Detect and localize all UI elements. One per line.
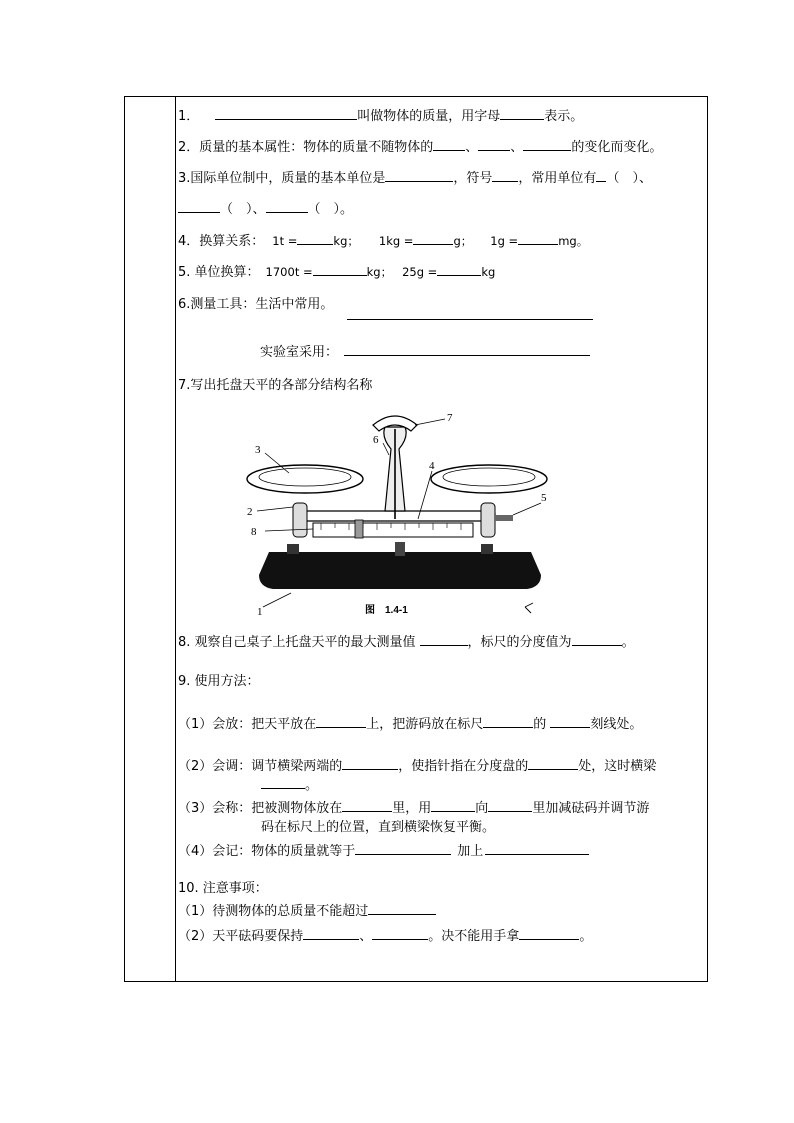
q10-step-1 xyxy=(178,902,436,920)
q3-paren-2: （ ）、 xyxy=(220,202,266,217)
q9-step-3-cont xyxy=(261,820,495,836)
q4-eq-c: 1g = xyxy=(490,234,519,248)
q3-text-1: 3.国际单位制中，质量的基本单位是 xyxy=(178,171,386,186)
q4-unit-b: g； xyxy=(453,234,473,248)
figure-label-3: 3 xyxy=(255,444,261,456)
blank-q9-s3-c[interactable] xyxy=(488,799,532,812)
figure-label-4: 4 xyxy=(429,460,435,472)
figure-caption: 图 1.4-1 xyxy=(365,605,408,616)
blank-q8-max[interactable] xyxy=(420,633,468,646)
blank-q8-division[interactable] xyxy=(572,633,622,646)
q2-text-2: 的变化而变化。 xyxy=(571,140,663,155)
q9-s3-b: 里，用 xyxy=(392,801,432,816)
blank-q9-s3-b[interactable] xyxy=(431,799,475,812)
q4-eq-b: 1kg = xyxy=(378,234,414,248)
balance-base xyxy=(259,552,541,589)
figure-label-2: 2 xyxy=(247,506,253,518)
question-3 xyxy=(178,169,652,187)
q3-paren-3: （ ）。 xyxy=(307,202,354,217)
right-pan xyxy=(431,465,547,493)
worksheet-table xyxy=(124,96,708,982)
q10-s2-b: 、 xyxy=(359,929,373,944)
q9-s1-b: 上，把游码放在标尺 xyxy=(366,717,484,732)
q9-s3-d: 里加减砝码并调节游 xyxy=(532,801,650,816)
question-5 xyxy=(178,263,495,281)
q3-text-3: ，常用单位有 xyxy=(518,171,597,186)
figure-label-1: 1 xyxy=(257,606,263,618)
left-column xyxy=(125,97,176,981)
right-foot xyxy=(481,544,493,554)
q8-text-3: 。 xyxy=(621,635,635,650)
worksheet-content xyxy=(177,97,707,981)
blank-q10-s1[interactable] xyxy=(368,902,436,915)
q4-text-1: 4．换算关系： xyxy=(178,234,265,249)
question-7 xyxy=(178,378,372,394)
q5-unit-b: kg xyxy=(481,265,496,279)
q9-s2-d: 。 xyxy=(305,778,319,793)
q6-text-2: 实验室采用： xyxy=(260,345,339,360)
right-pan-support xyxy=(481,503,495,537)
blank-q10-s2-c[interactable] xyxy=(519,927,579,940)
q5-eq-a: 1700t = xyxy=(265,265,313,279)
blank-q9-s1-c[interactable] xyxy=(550,715,590,728)
figure-label-8: 8 xyxy=(251,526,257,538)
question-3-cont xyxy=(178,200,353,218)
q9-text-1: 9. 使用方法： xyxy=(178,674,260,689)
q5-unit-a: kg； xyxy=(366,265,393,279)
q2-sep-2: 、 xyxy=(510,140,524,155)
blank-q5-b[interactable] xyxy=(437,263,481,276)
balance-illustration xyxy=(235,407,585,629)
blank-q10-s2-a[interactable] xyxy=(303,927,359,940)
blank-q9-s1-a[interactable] xyxy=(316,715,366,728)
blank-q1-a[interactable] xyxy=(215,107,357,120)
q8-text-2: ，标尺的分度值为 xyxy=(467,635,572,650)
blank-q9-s4-b[interactable] xyxy=(485,842,589,855)
q10-text-1: 10. 注意事项： xyxy=(178,881,268,896)
question-2 xyxy=(178,138,662,156)
blank-q6-life[interactable] xyxy=(347,307,593,320)
q4-unit-c: mg。 xyxy=(558,234,589,248)
rider xyxy=(355,520,363,538)
blank-q6-lab[interactable] xyxy=(344,343,590,356)
q10-s2-a: （2）天平砝码要保持 xyxy=(178,929,304,944)
q5-eq-b: 25g = xyxy=(402,265,438,279)
figure-label-6: 6 xyxy=(373,434,379,446)
q4-unit-a: kg； xyxy=(333,234,359,248)
q9-step-2-cont xyxy=(261,776,318,794)
blank-q3-common-1[interactable] xyxy=(596,169,606,182)
q2-sep-1: 、 xyxy=(465,140,479,155)
blank-q2-c[interactable] xyxy=(523,138,571,151)
blank-q9-s3-a[interactable] xyxy=(342,799,392,812)
blank-q9-s2-c[interactable] xyxy=(261,776,305,789)
blank-q9-s2-a[interactable] xyxy=(342,757,398,770)
blank-q9-s4-a[interactable] xyxy=(355,842,451,855)
figure-label-7: 7 xyxy=(447,412,453,424)
blank-q4-b[interactable] xyxy=(413,232,453,245)
blank-q3-common-2[interactable] xyxy=(178,200,220,213)
q9-s1-d: 刻线处。 xyxy=(590,717,643,732)
rider-scale xyxy=(313,523,473,537)
blank-q9-s2-b[interactable] xyxy=(528,757,578,770)
question-6 xyxy=(178,297,333,313)
question-1 xyxy=(178,107,583,125)
blank-q5-a[interactable] xyxy=(313,263,367,276)
question-4 xyxy=(178,232,588,250)
q9-step-1 xyxy=(178,715,642,733)
blank-q4-a[interactable] xyxy=(297,232,333,245)
q9-s3-c: 向 xyxy=(475,801,489,816)
q10-s2-d: 。 xyxy=(579,929,593,944)
left-foot xyxy=(287,544,299,554)
q5-text-1: 5. 单位换算： xyxy=(178,265,260,280)
question-8 xyxy=(178,633,635,651)
q6-text-1: 6.测量工具：生活中常用。 xyxy=(178,297,334,312)
q9-s3-e: 码在标尺上的位置，直到横梁恢复平衡。 xyxy=(261,820,496,835)
blank-q9-s1-b[interactable] xyxy=(483,715,533,728)
balance-figure xyxy=(235,407,585,629)
q9-s4-a: （4）会记：物体的质量就等于 xyxy=(178,844,356,859)
q1-text-2: 表示。 xyxy=(544,109,584,124)
q8-text-1: 8. 观察自己桌子上托盘天平的最大测量值 xyxy=(178,635,416,650)
blank-q2-a[interactable] xyxy=(433,138,465,151)
blank-q1-b[interactable] xyxy=(500,107,544,120)
q3-text-2: ，符号 xyxy=(453,171,493,186)
figure-label-5: 5 xyxy=(541,492,547,504)
question-6-lab xyxy=(260,343,590,361)
q9-s1-a: （1）会放：把天平放在 xyxy=(178,717,317,732)
q9-s2-a: （2）会调：调节横梁两端的 xyxy=(178,759,343,774)
q1-number: 1． xyxy=(178,109,200,124)
q2-text-1: 2．质量的基本属性：物体的质量不随物体的 xyxy=(178,140,434,155)
q7-text-1: 7.写出托盘天平的各部分结构名称 xyxy=(178,378,373,393)
q9-s4-b: 加上 xyxy=(457,844,484,859)
cursor-mark xyxy=(525,603,533,613)
q9-s1-c: 的 xyxy=(533,717,547,732)
q9-step-4 xyxy=(178,842,589,860)
q9-s3-a: （3）会称：把被测物体放在 xyxy=(178,801,343,816)
q1-text-1: 叫做物体的质量，用字母 xyxy=(357,109,501,124)
q9-step-3 xyxy=(178,799,649,817)
q10-s1: （1）待测物体的总质量不能超过 xyxy=(178,904,369,919)
question-9 xyxy=(178,674,260,690)
blank-q2-b[interactable] xyxy=(478,138,510,151)
q3-paren-1: （ ）、 xyxy=(606,171,652,186)
q9-step-2 xyxy=(178,757,656,775)
q4-eq-a: 1t = xyxy=(272,234,298,248)
blank-q10-s2-b[interactable] xyxy=(372,927,428,940)
q10-s2-c: 。决不能用手拿 xyxy=(428,929,520,944)
center-post xyxy=(395,542,405,556)
q10-step-2 xyxy=(178,927,592,945)
q9-s2-b: ，使指针指在分度盘的 xyxy=(398,759,529,774)
balance-nut xyxy=(495,515,513,521)
question-10 xyxy=(178,881,268,897)
blank-q3-common-3[interactable] xyxy=(266,200,308,213)
left-pan-support xyxy=(293,503,307,537)
q9-s2-c: 处，这时横梁 xyxy=(578,759,657,774)
blank-q3-symbol[interactable] xyxy=(492,169,518,182)
left-pan xyxy=(247,465,363,493)
blank-q4-c[interactable] xyxy=(518,232,558,245)
blank-q3-unit[interactable] xyxy=(385,169,453,182)
